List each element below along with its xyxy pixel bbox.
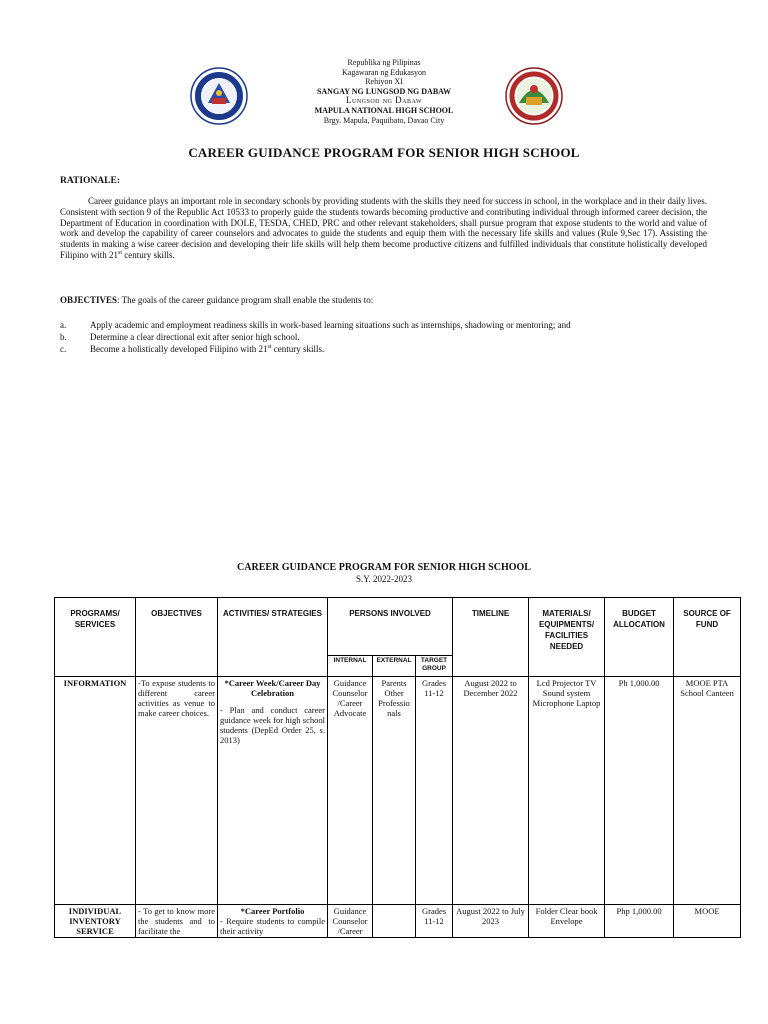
cell-internal: Guidance Counselor /Career xyxy=(328,905,373,938)
header-city: Lungsod ng Dabaw xyxy=(345,95,422,106)
header-target: TARGET GROUP xyxy=(416,656,453,677)
header-department: Kagawaran ng Edukasyon xyxy=(342,67,426,77)
cell-external xyxy=(373,905,416,938)
cell-budget: Php 1,000.00 xyxy=(605,905,674,938)
cell-source: MOOE PTA School Canteen xyxy=(674,677,741,905)
header-division: SANGAY NG LUNGSOD NG DABAW xyxy=(316,86,452,96)
table-row xyxy=(55,905,741,938)
header-programs: PROGRAMS/ SERVICES xyxy=(55,598,136,677)
table-title: CAREER GUIDANCE PROGRAM FOR SENIOR HIGH SCHOOL xyxy=(237,562,531,573)
table-row xyxy=(55,677,741,905)
cell-budget: Ph 1,000.00 xyxy=(605,677,674,905)
cell-program: INDIVIDUAL INVENTORY SERVICE xyxy=(55,905,136,938)
cell-program: INFORMATION xyxy=(55,677,136,905)
cell-activity: *Career Portfolio - Require students to compile their activity xyxy=(218,905,328,938)
header-region: Rehiyon XI xyxy=(365,77,403,87)
header-activities: ACTIVITIES/ STRATEGIES xyxy=(218,598,328,677)
career-program-table xyxy=(54,597,741,938)
list-item: c. Become a holistically developed Filipino with 21st century skills. xyxy=(60,344,325,354)
header-school: MAPULA NATIONAL HIGH SCHOOL xyxy=(314,105,454,115)
list-item: a. Apply academic and employment readiness skills in work-based learning situations such as internships, shadowing or mentoring; and xyxy=(60,320,571,330)
letterhead xyxy=(0,58,768,125)
header-address: Brgy. Mapula, Paquibato, Davao City xyxy=(323,115,445,125)
header-internal: INTERNAL xyxy=(328,656,373,677)
header-budget: BUDGET ALLOCATION xyxy=(605,598,674,677)
cell-source: MOOE xyxy=(674,905,741,938)
list-item: b. Determine a clear directional exit after senior high school. xyxy=(60,332,300,342)
cell-target: Grades 11-12 xyxy=(416,677,453,905)
cell-objective: -To expose students to different career activities as venue to make career choices. xyxy=(136,677,218,905)
school-year: S.Y. 2022-2023 xyxy=(355,574,413,584)
cell-external: Parents Other Professio nals xyxy=(373,677,416,905)
cell-objective: - To get to know more the students and to facilitate the xyxy=(136,905,218,938)
rationale-paragraph: Career guidance plays an important role in secondary schools by providing students with the skills they need for success in school, in the workplace and in their daily lives. Consistent with section 9 of the Republic Act 10533 to properly guide the students towards becoming productive and contributing individual through informed career decision, the Department of Education in coordination with DOLE, TESDA, CHED, PRC and other relevant stakeholders, shall pursue program that expose students to the world and value of work and develop the capability of career counselors and advocates to guide the students and equip them with the necessary life skills and values (Rule 9,Sec 17). Assisting the students in making a wise career decision and developing their life skills will help them become productive citizens and fulfilled individuals that constitute holistically developed Filipino with 21st century skills. xyxy=(60,196,707,260)
cell-timeline: August 2022 to July 2023 xyxy=(453,905,529,938)
objectives-intro: OBJECTIVES: The goals of the career guidance program shall enable the students to: xyxy=(60,295,374,305)
cell-materials: Folder Clear book Envelope xyxy=(529,905,605,938)
header-source: SOURCE OF FUND xyxy=(674,598,741,677)
header-materials: MATERIALS/ EQUIPMENTS/ FACILITIES NEEDED xyxy=(529,598,605,677)
cell-internal: Guidance Counselor /Career Advocate xyxy=(328,677,373,905)
header-objectives: OBJECTIVES xyxy=(136,598,218,677)
cell-timeline: August 2022 to December 2022 xyxy=(453,677,529,905)
rationale-heading: RATIONALE: xyxy=(60,176,121,186)
cell-target: Grades 11-12 xyxy=(416,905,453,938)
header-republic: Republika ng Pilipinas xyxy=(347,58,421,67)
header-persons: PERSONS INVOLVED xyxy=(328,598,453,656)
cell-activity: *Career Week/Career Day Celebration - Plan and conduct career guidance week for high school students (DepEd Order 25, s. 2013) xyxy=(218,677,328,905)
header-timeline: TIMELINE xyxy=(453,598,529,677)
document-title: CAREER GUIDANCE PROGRAM FOR SENIOR HIGH SCHOOL xyxy=(188,145,580,160)
cell-materials: Lcd Projector TV Sound system Microphone Laptop xyxy=(529,677,605,905)
objectives-list xyxy=(60,319,571,355)
header-external: EXTERNAL xyxy=(373,656,416,677)
